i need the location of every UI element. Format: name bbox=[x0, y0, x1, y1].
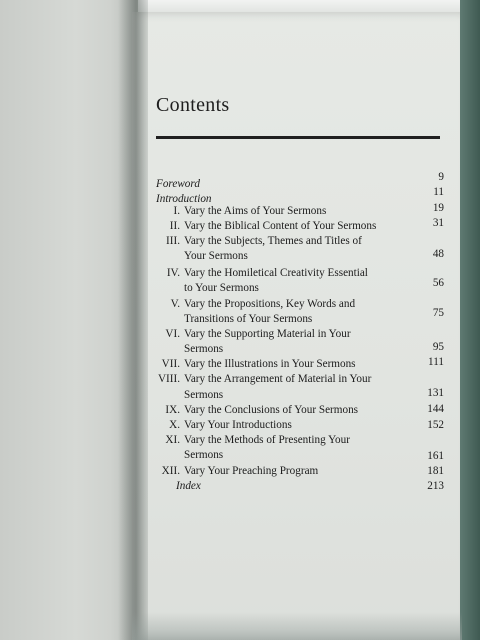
toc-chapter-numeral: II. bbox=[169, 220, 180, 232]
toc-chapter-title: Vary the Propositions, Key Words and bbox=[184, 298, 356, 310]
toc-chapter-title: Vary the Homiletical Creativity Essential bbox=[184, 267, 368, 279]
toc-chapter-title: Vary the Arrangement of Material in Your bbox=[184, 373, 372, 385]
toc-chapter-title: Vary Your Introductions bbox=[184, 419, 292, 431]
toc-chapter-numeral: VII. bbox=[161, 358, 180, 370]
toc-chapter-title: Vary Your Preaching Program bbox=[184, 465, 319, 477]
toc-chapter-title: Vary the Methods of Presenting Your bbox=[184, 434, 350, 446]
toc-chapter-title-continued: Sermons bbox=[184, 449, 224, 461]
toc-introduction-title: Introduction bbox=[156, 193, 212, 205]
toc-chapter-page: 161 bbox=[427, 450, 444, 462]
toc-chapter-page: 75 bbox=[432, 307, 444, 319]
toc-chapter-numeral: IV. bbox=[166, 267, 180, 279]
toc-chapter-numeral: IX. bbox=[165, 404, 180, 416]
toc-chapter-page: 31 bbox=[432, 217, 444, 229]
toc-foreword-page: 9 bbox=[438, 171, 444, 183]
toc-chapter-numeral: XI. bbox=[165, 434, 180, 446]
toc-chapter-title: Vary the Supporting Material in Your bbox=[184, 328, 351, 340]
toc-chapter-numeral: XII. bbox=[161, 465, 180, 477]
toc-chapter-page: 56 bbox=[432, 277, 444, 289]
toc-index-title: Index bbox=[176, 480, 201, 492]
toc-chapter-numeral: X. bbox=[169, 419, 180, 431]
toc-chapter-title-continued: Sermons bbox=[184, 343, 224, 355]
toc-chapter-page: 19 bbox=[432, 202, 444, 214]
toc-chapter-page: 144 bbox=[427, 403, 444, 415]
toc-chapter-numeral: III. bbox=[166, 235, 180, 247]
toc-chapter-title: Vary the Conclusions of Your Sermons bbox=[184, 404, 359, 416]
toc-chapter-numeral: I. bbox=[173, 205, 180, 217]
toc-index-page: 213 bbox=[427, 480, 444, 492]
toc-chapter-page: 48 bbox=[432, 248, 444, 260]
toc-chapter-title-continued: Your Sermons bbox=[184, 250, 248, 262]
toc-chapter-title-continued: to Your Sermons bbox=[184, 282, 259, 294]
toc-chapter-page: 131 bbox=[427, 387, 444, 399]
toc-chapter-title: Vary the Aims of Your Sermons bbox=[184, 205, 327, 217]
toc-chapter-title-continued: Sermons bbox=[184, 389, 224, 401]
toc-chapter-page: 95 bbox=[432, 341, 444, 353]
toc-foreword-title: Foreword bbox=[156, 178, 200, 190]
toc-chapter-numeral: VI. bbox=[165, 328, 180, 340]
toc-chapter-numeral: V. bbox=[170, 298, 180, 310]
toc-chapter-page: 152 bbox=[427, 419, 444, 431]
toc-chapter-title-continued: Transitions of Your Sermons bbox=[184, 313, 313, 325]
toc-chapter-title: Vary the Illustrations in Your Sermons bbox=[184, 358, 356, 370]
toc-chapter-page: 181 bbox=[427, 465, 444, 477]
toc-chapter-title: Vary the Biblical Content of Your Sermons bbox=[184, 220, 377, 232]
toc-chapter-numeral: VIII. bbox=[157, 373, 180, 385]
page-title: Contents bbox=[156, 94, 230, 116]
toc-chapter-title: Vary the Subjects, Themes and Titles of bbox=[184, 235, 362, 247]
toc-chapter-page: 111 bbox=[428, 356, 444, 368]
toc-introduction-page: 11 bbox=[433, 186, 444, 198]
